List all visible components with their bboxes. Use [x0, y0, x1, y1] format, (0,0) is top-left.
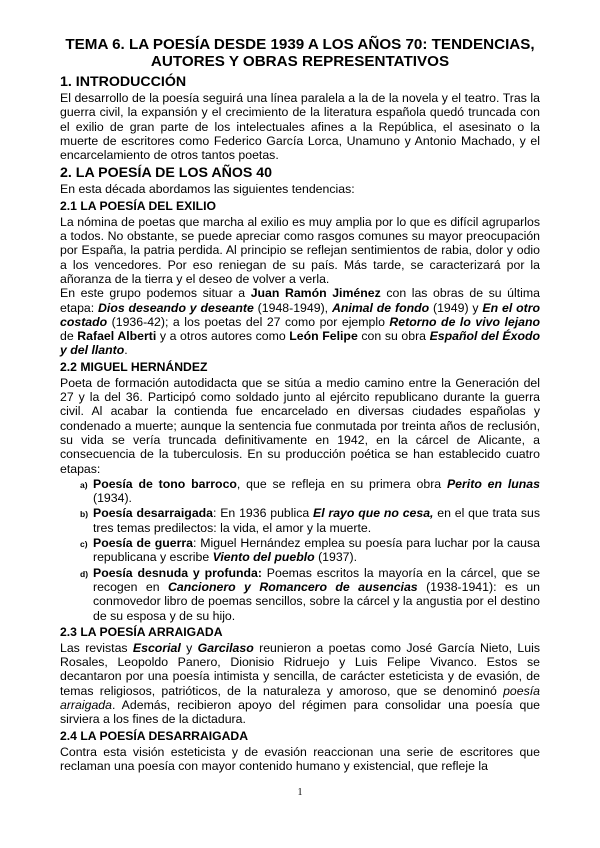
page-number: 1 [297, 787, 303, 798]
section-2-1-paragraph-1: La nómina de poetas que marcha al exilio es muy amplia por lo que es difícil agruparlos a todos. No obstante, se puede apreciar como rasgos comunes su mayor preocupación por España, la patria perdida. Al principio se reflejan sentimientos de rabia, dolor y odio a los vencedores. Por eso reniegan de su país. Más tarde, se caracterizará por la añoranza de la tierra y el deseo de volver a verla. [60, 214, 540, 286]
section-2-1-heading: 2.1 LA POESÍA DEL EXILIO [60, 198, 216, 213]
section-2-heading: 2. LA POESÍA DE LOS AÑOS 40 [60, 165, 273, 182]
section-1-heading: 1. INTRODUCCIÓN [60, 74, 187, 90]
stages-list [60, 477, 540, 623]
list-item: b) Poesía desarraigada: En 1936 publica El rayo que no cesa, en el que trata sus tres temas predilectos: la vida, el amor y la muerte. [80, 506, 541, 535]
section-2-3-paragraph: Las revistas Escorial y Garcilaso reunieron a poetas como José García Nieto, Luis Rosales, Leopoldo Panero, Dionisio Ridruejo y Luis Felipe Vivanco. Estos se decantaron por una poesía intimista y sencilla, de carácter esteticista y de evasión, de temas religiosos, patrióticos, de la naturaleza y amoroso, que se denominó poesía arraigada. Además, recibieron apoyo del régimen para consolidar una poesía que sirviera a los fines de la dictadura. [60, 640, 540, 727]
section-2-1-paragraph-2: En este grupo podemos situar a Juan Ramón Jiménez con las obras de su última etapa: Dios deseando y deseante (1948-1949), Animal de fondo (1949) y En el otro costado (1936-42); a los poetas del 27 como por ejemplo Retorno de lo vivo lejano de Rafael Alberti y a otros autores como León Felipe con su obra Español del Éxodo y del llanto. [60, 286, 540, 358]
section-2-3-heading: 2.3 LA POESÍA ARRAIGADA [60, 624, 223, 639]
section-2-intro: En esta década abordamos las siguientes tendencias: [60, 182, 355, 197]
list-item: d) Poesía desnuda y profunda: Poemas escritos la mayoría en la cárcel, que se recogen en Cancionero y Romancero de ausencias (1938-1941): es un conmovedor libro de poemas sencillos, sobre la cárcel y la angustia por el destino de su esposa y de su hijo. [80, 565, 541, 623]
section-2-2-heading: 2.2 MIGUEL HERNÁNDEZ [60, 359, 208, 374]
list-item: a) Poesía de tono barroco, que se refleja en su primera obra Perito en lunas (1934). [80, 476, 540, 506]
section-2-4-heading: 2.4 LA POESÍA DESARRAIGADA [60, 728, 249, 743]
section-2-4-paragraph: Contra esta visión esteticista y de evasión reaccionan una serie de escritores que reclaman una poesía con mayor contenido humano y existencial, que refleje la [60, 744, 540, 773]
section-2-2-paragraph: Poeta de formación autodidacta que se sitúa a medio camino entre la Generación del 27 y la del 36. Participó como soldado junto al ejército republicano durante la guerra civil. Al acabar la contienda fue encarcelado en diversas ciudades españolas y condenado a muerte; aunque la sentencia fue conmutada por treinta años de reclusión, su vida se vería truncada definitivamente en 1942, en la cárcel de Alicante, a consecuencia de la tuberculosis. En su producción poética se han establecido cuatro etapas: [60, 375, 540, 476]
list-item: c) Poesía de guerra: Miguel Hernández emplea su poesía para luchar por la causa republicana y escribe Viento del pueblo (1937). [80, 536, 540, 565]
document-title [60, 36, 540, 70]
title-line-1: TEMA 6. LA POESÍA DESDE 1939 A LOS AÑOS 70: TENDENCIAS, [65, 36, 535, 53]
section-1-text: El desarrollo de la poesía seguirá una línea paralela a la de la novela y el teatro. Tras la guerra civil, la expansión y el crecimiento de la literatura española quedó truncada con el exilio de gran parte de los intelectuales afines a la República, el asesinato o la muerte de escritores como Federico García Lorca, Unamuno y Antonio Machado, y el encarcelamiento de otros tantos poetas. [60, 91, 540, 163]
title-line-2: AUTORES Y OBRAS REPRESENTATIVOS [150, 53, 450, 70]
